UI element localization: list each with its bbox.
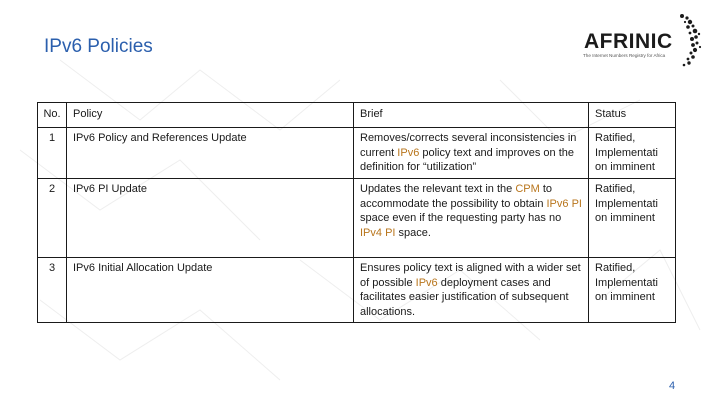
header-policy: Policy [67, 103, 354, 128]
afrinic-logo [580, 12, 705, 68]
cell-policy: IPv6 Policy and References Update [67, 128, 354, 179]
table-row [38, 258, 676, 323]
brief-text: policy text and improves on the definition for “utilization” [360, 146, 575, 173]
highlighted-term: IPv6 PI [546, 197, 582, 210]
cell-policy: IPv6 PI Update [67, 179, 354, 258]
cell-status: Ratified, Implementati on imminent [589, 258, 676, 323]
cell-brief [354, 128, 589, 179]
brief-text: space even if the requesting party has no [360, 212, 562, 224]
table-row [38, 128, 676, 179]
header-status: Status [589, 103, 676, 128]
header-brief: Brief [354, 103, 589, 128]
page-number: 4 [669, 380, 676, 392]
brief-text: space. [395, 226, 431, 239]
highlighted-term: IPv6 [415, 276, 438, 289]
logo-dots-icon [676, 12, 704, 68]
brief-text: deployment cases and facilitates easier justification of subsequent allocations. [360, 276, 569, 318]
cell-status: Ratified, Implementati on imminent [589, 179, 676, 258]
brief-text: Updates the relevant text in the [360, 183, 516, 195]
page-title: IPv6 Policies [44, 36, 153, 57]
highlighted-term: CPM [515, 183, 540, 195]
logo-tagline: The Internet Numbers Registry for Africa [583, 53, 666, 58]
cell-no: 2 [38, 179, 67, 258]
table-row [38, 179, 676, 258]
cell-policy: IPv6 Initial Allocation Update [67, 258, 354, 323]
brief-text: Removes/corrects several inconsistencies in current [360, 132, 577, 159]
highlighted-term: IPv4 PI [360, 226, 396, 239]
cell-brief [354, 179, 589, 258]
cell-no: 3 [38, 258, 67, 323]
policies-table [37, 102, 676, 323]
table-header-row [38, 103, 676, 128]
highlighted-term: IPv6 [397, 146, 420, 159]
header-no: No. [38, 103, 67, 128]
brief-text: to accommodate the possibility to obtain [360, 183, 553, 210]
cell-brief [354, 258, 589, 323]
brief-text: Ensures policy text is aligned with a wider set of possible [360, 262, 581, 289]
logo-wordmark: AFRINIC [584, 30, 673, 53]
cell-no: 1 [38, 128, 67, 179]
cell-status: Ratified, Implementati on imminent [589, 128, 676, 179]
